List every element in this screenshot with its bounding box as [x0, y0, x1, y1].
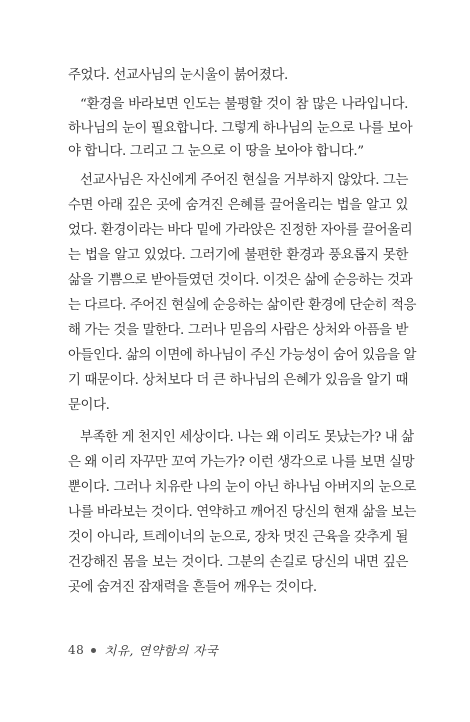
paragraph-line: 하나님의 눈이 필요합니다. 그렇게 하나님의 눈으로 나를 보아 — [68, 121, 413, 136]
paragraph-line: “환경을 바라보면 인도는 불평할 것이 참 많은 나라입니다. — [80, 97, 408, 112]
paragraph-line: 는 다르다. 주어진 현실에 순응하는 삶이란 환경에 단순히 적응 — [68, 298, 417, 313]
bullet-separator-icon — [91, 648, 96, 653]
paragraph-line: 아들인다. 삶의 이면에 하나님이 주신 가능성이 숨어 있음을 알 — [68, 348, 417, 363]
page-number: 48 — [68, 643, 85, 657]
paragraph-line: 것이 아니라, 트레이너의 눈으로, 장차 멋진 근육을 갖추게 될 — [68, 530, 408, 545]
paragraph-line: 야 합니다. 그리고 그 눈으로 이 땅을 보아야 합니다.” — [68, 144, 364, 159]
paragraph-line: 주었다. 선교사님의 눈시울이 붉어졌다. — [68, 68, 288, 83]
paragraph-line: 곳에 숨겨진 잠재력을 흔들어 깨우는 것이다. — [68, 580, 317, 595]
paragraph-line: 수면 아래 깊은 곳에 숨겨진 은혜를 끌어올리는 법을 알고 있 — [68, 198, 408, 213]
paragraph-line: 건강해진 몸을 보는 것이다. 그분의 손길로 당신의 내면 깊은 — [68, 555, 408, 570]
paragraph-line: 해 가는 것을 말한다. 그러나 믿음의 사람은 상처와 아픔을 받 — [68, 323, 408, 338]
paragraph-line: 선교사님은 자신에게 주어진 현실을 거부하지 않았다. 그는 — [80, 173, 408, 188]
paragraph-line: 은 왜 이리 자꾸만 꼬여 가는가? 이런 생각으로 나를 보면 실망 — [68, 455, 415, 470]
paragraph-line: 문이다. — [68, 398, 110, 413]
paragraph-line: 는 법을 알고 있었다. 그러기에 불편한 환경과 풍요롭지 못한 — [68, 248, 408, 263]
paragraph-line: 기 때문이다. 상처보다 더 큰 하나님의 은혜가 있음을 알기 때 — [68, 373, 408, 388]
paragraph-line: 부족한 게 천지인 세상이다. 나는 왜 이리도 못났는가? 내 삶 — [80, 430, 414, 445]
running-book-title: 치유, 연약함의 자국 — [104, 643, 219, 658]
page-footer — [68, 640, 218, 660]
paragraph-line: 었다. 환경이라는 바다 밑에 가라앉은 진정한 자아를 끌어올리 — [68, 223, 413, 238]
paragraph-line: 뿐이다. 그러나 치유란 나의 눈이 아닌 하나님 아버지의 눈으로 — [68, 480, 417, 495]
paragraph-line: 삶을 기쁨으로 받아들였던 것이다. 이것은 삶에 순응하는 것과 — [68, 273, 413, 288]
paragraph-line: 나를 바라보는 것이다. 연약하고 깨어진 당신의 현재 삶을 보는 — [68, 505, 417, 520]
